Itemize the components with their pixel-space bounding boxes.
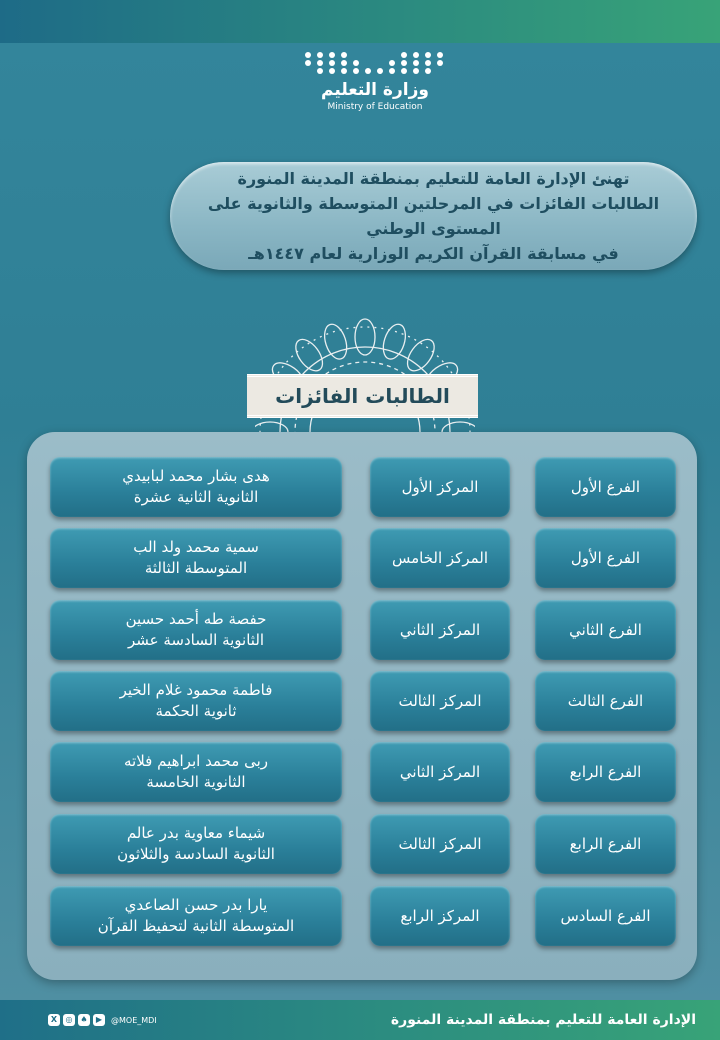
branch-cell <box>535 671 676 731</box>
petal <box>255 422 288 432</box>
rank-label: المركز الثاني <box>399 620 481 639</box>
winner-row <box>0 742 720 802</box>
petal <box>321 321 351 361</box>
snapchat-icon[interactable]: ♠ <box>78 1014 90 1026</box>
student-name: فاطمة محمود غلام الخير <box>119 681 273 699</box>
rank-cell <box>370 457 510 517</box>
school-name: الثانوية السادسة عشر <box>127 631 265 649</box>
student-cell <box>50 600 342 660</box>
school-name: الثانوية السادسة والثلاثون <box>117 845 275 863</box>
branch-cell <box>535 742 676 802</box>
logo-arabic: وزارة التعليم <box>321 80 429 100</box>
school-name: الثانوية الخامسة <box>146 773 246 791</box>
branch-label: الفرع الرابع <box>569 834 642 853</box>
branch-cell <box>535 886 676 946</box>
student-name: سمية محمد ولد الب <box>133 538 259 556</box>
student-cell <box>50 814 342 874</box>
winner-row <box>0 528 720 588</box>
rank-label: المركز الثالث <box>398 691 482 710</box>
branch-label: الفرع الثاني <box>569 620 642 639</box>
rank-cell <box>370 886 510 946</box>
branch-label: الفرع الأول <box>570 477 641 496</box>
student-cell <box>50 742 342 802</box>
winner-row <box>0 886 720 946</box>
branch-label: الفرع الرابع <box>569 762 642 781</box>
petal <box>379 321 409 361</box>
petal <box>355 319 375 355</box>
rank-label: المركز الأول <box>401 477 479 496</box>
winner-row <box>0 814 720 874</box>
student-name: ربى محمد ابراهيم فلاته <box>123 752 269 770</box>
rank-cell <box>370 528 510 588</box>
school-name: الثانوية الثانية عشرة <box>133 488 259 506</box>
student-cell <box>50 886 342 946</box>
rank-cell <box>370 742 510 802</box>
rank-label: المركز الخامس <box>391 548 489 567</box>
winner-row <box>0 671 720 731</box>
winner-row <box>0 457 720 517</box>
branch-cell <box>535 457 676 517</box>
school-name: المتوسطة الثالثة <box>144 559 248 577</box>
social-handle: @MOE_MDI <box>111 1015 157 1025</box>
youtube-icon[interactable]: ▶ <box>93 1014 105 1026</box>
rank-cell <box>370 814 510 874</box>
section-title: الطالبات الفائزات <box>247 374 478 418</box>
student-cell <box>50 671 342 731</box>
winner-row <box>0 600 720 660</box>
x-icon[interactable]: X <box>48 1014 60 1026</box>
school-name: ثانوية الحكمة <box>155 702 237 720</box>
student-cell <box>50 528 342 588</box>
banner-line: في مسابقة القرآن الكريم الوزارية لعام ١٤٤٧هـ <box>248 244 619 263</box>
rank-label: المركز الثالث <box>398 834 482 853</box>
branch-cell <box>535 600 676 660</box>
branch-label: الفرع الثالث <box>567 691 644 710</box>
student-name: يارا بدر حسن الصاعدي <box>124 896 268 914</box>
branch-label: الفرع السادس <box>560 906 651 925</box>
ministry-logo <box>300 52 450 112</box>
top-bar <box>0 0 720 43</box>
social-links <box>48 1014 157 1026</box>
petal <box>442 422 475 432</box>
student-name: حفصة طه أحمد حسين <box>125 610 267 628</box>
footer <box>0 1000 720 1040</box>
branch-label: الفرع الأول <box>570 548 641 567</box>
branch-cell <box>535 814 676 874</box>
banner-line: تهنئ الإدارة العامة للتعليم بمنطقة المدينة المنورة <box>237 169 630 188</box>
banner-line: الطالبات الفائزات في المرحلتين المتوسطة والثانوية على المستوى الوطني <box>207 194 660 238</box>
rank-label: المركز الثاني <box>399 762 481 781</box>
rank-label: المركز الرابع <box>400 906 480 925</box>
rank-cell <box>370 600 510 660</box>
student-name: هدى بشار محمد لبابيدي <box>122 467 270 485</box>
logo-english: Ministry of Education <box>327 102 423 112</box>
student-name: شيماء معاوية بدر عالم <box>126 824 266 842</box>
branch-cell <box>535 528 676 588</box>
school-name: المتوسطة الثانية لتحفيظ القرآن <box>97 917 295 935</box>
logo-dots-icon <box>300 52 450 74</box>
rank-cell <box>370 671 510 731</box>
congratulation-banner <box>170 162 697 270</box>
student-cell <box>50 457 342 517</box>
instagram-icon[interactable]: ◎ <box>63 1014 75 1026</box>
footer-org-name: الإدارة العامة للتعليم بمنطقة المدينة المنورة <box>390 1012 696 1028</box>
